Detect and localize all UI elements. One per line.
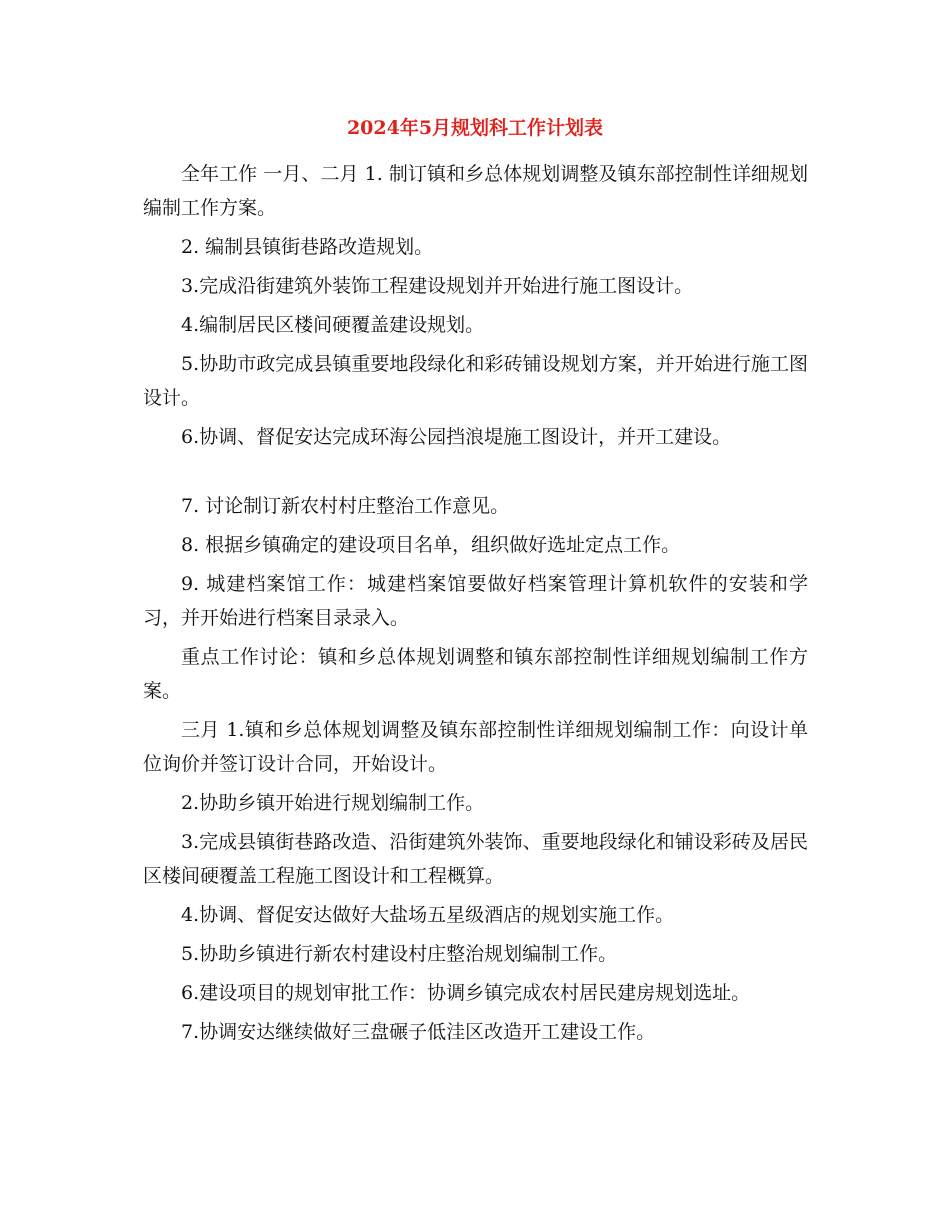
paragraph-10: 重点工作讨论：镇和乡总体规划调整和镇东部控制性详细规划编制工作方案。 [143,646,808,702]
blank-line [143,459,808,489]
paragraph-9: 9. 城建档案馆工作：城建档案馆要做好档案管理计算机软件的安装和学习，并开始进行档案目录录入。 [143,573,808,629]
paragraph-14: 4.协调、督促安达做好大盐场五星级酒店的规划实施工作。 [181,904,675,926]
paragraph-7: 7. 讨论制订新农村村庄整治工作意见。 [181,495,510,517]
paragraph-16: 6.建设项目的规划审批工作：协调乡镇完成农村居民建房规划选址。 [181,982,751,1004]
paragraph-8: 8. 根据乡镇确定的建设项目名单，组织做好选址定点工作。 [181,534,681,556]
paragraph-1: 全年工作 一月、二月 1. 制订镇和乡总体规划调整及镇东部控制性详细规划编制工作方案。 [143,163,808,219]
paragraph-15: 5.协助乡镇进行新农村建设村庄整治规划编制工作。 [181,943,618,965]
paragraph-17: 7.协调安达继续做好三盘碾子低洼区改造开工建设工作。 [181,1021,656,1043]
paragraph-5: 5.协助市政完成县镇重要地段绿化和彩砖铺设规划方案，并开始进行施工图设计。 [143,353,808,409]
paragraph-4: 4.编制居民区楼间硬覆盖建设规划。 [181,314,485,336]
paragraph-2: 2. 编制县镇街巷路改造规划。 [181,236,434,258]
paragraph-3: 3.完成沿街建筑外装饰工程建设规划并开始进行施工图设计。 [181,275,694,297]
paragraph-12: 2.协助乡镇开始进行规划编制工作。 [181,792,485,814]
document-body [143,157,808,1054]
paragraph-6: 6.协调、督促安达完成环海公园挡浪堤施工图设计，并开工建设。 [181,426,732,448]
paragraph-13: 3.完成县镇街巷路改造、沿街建筑外装饰、重要地段绿化和铺设彩砖及居民区楼间硬覆盖工程施工图设计和工程概算。 [143,831,808,887]
paragraph-11: 三月 1.镇和乡总体规划调整及镇东部控制性详细规划编制工作：向设计单位询价并签订设计合同，开始设计。 [143,719,808,775]
document-title: 2024年5月规划科工作计划表 [346,117,604,139]
